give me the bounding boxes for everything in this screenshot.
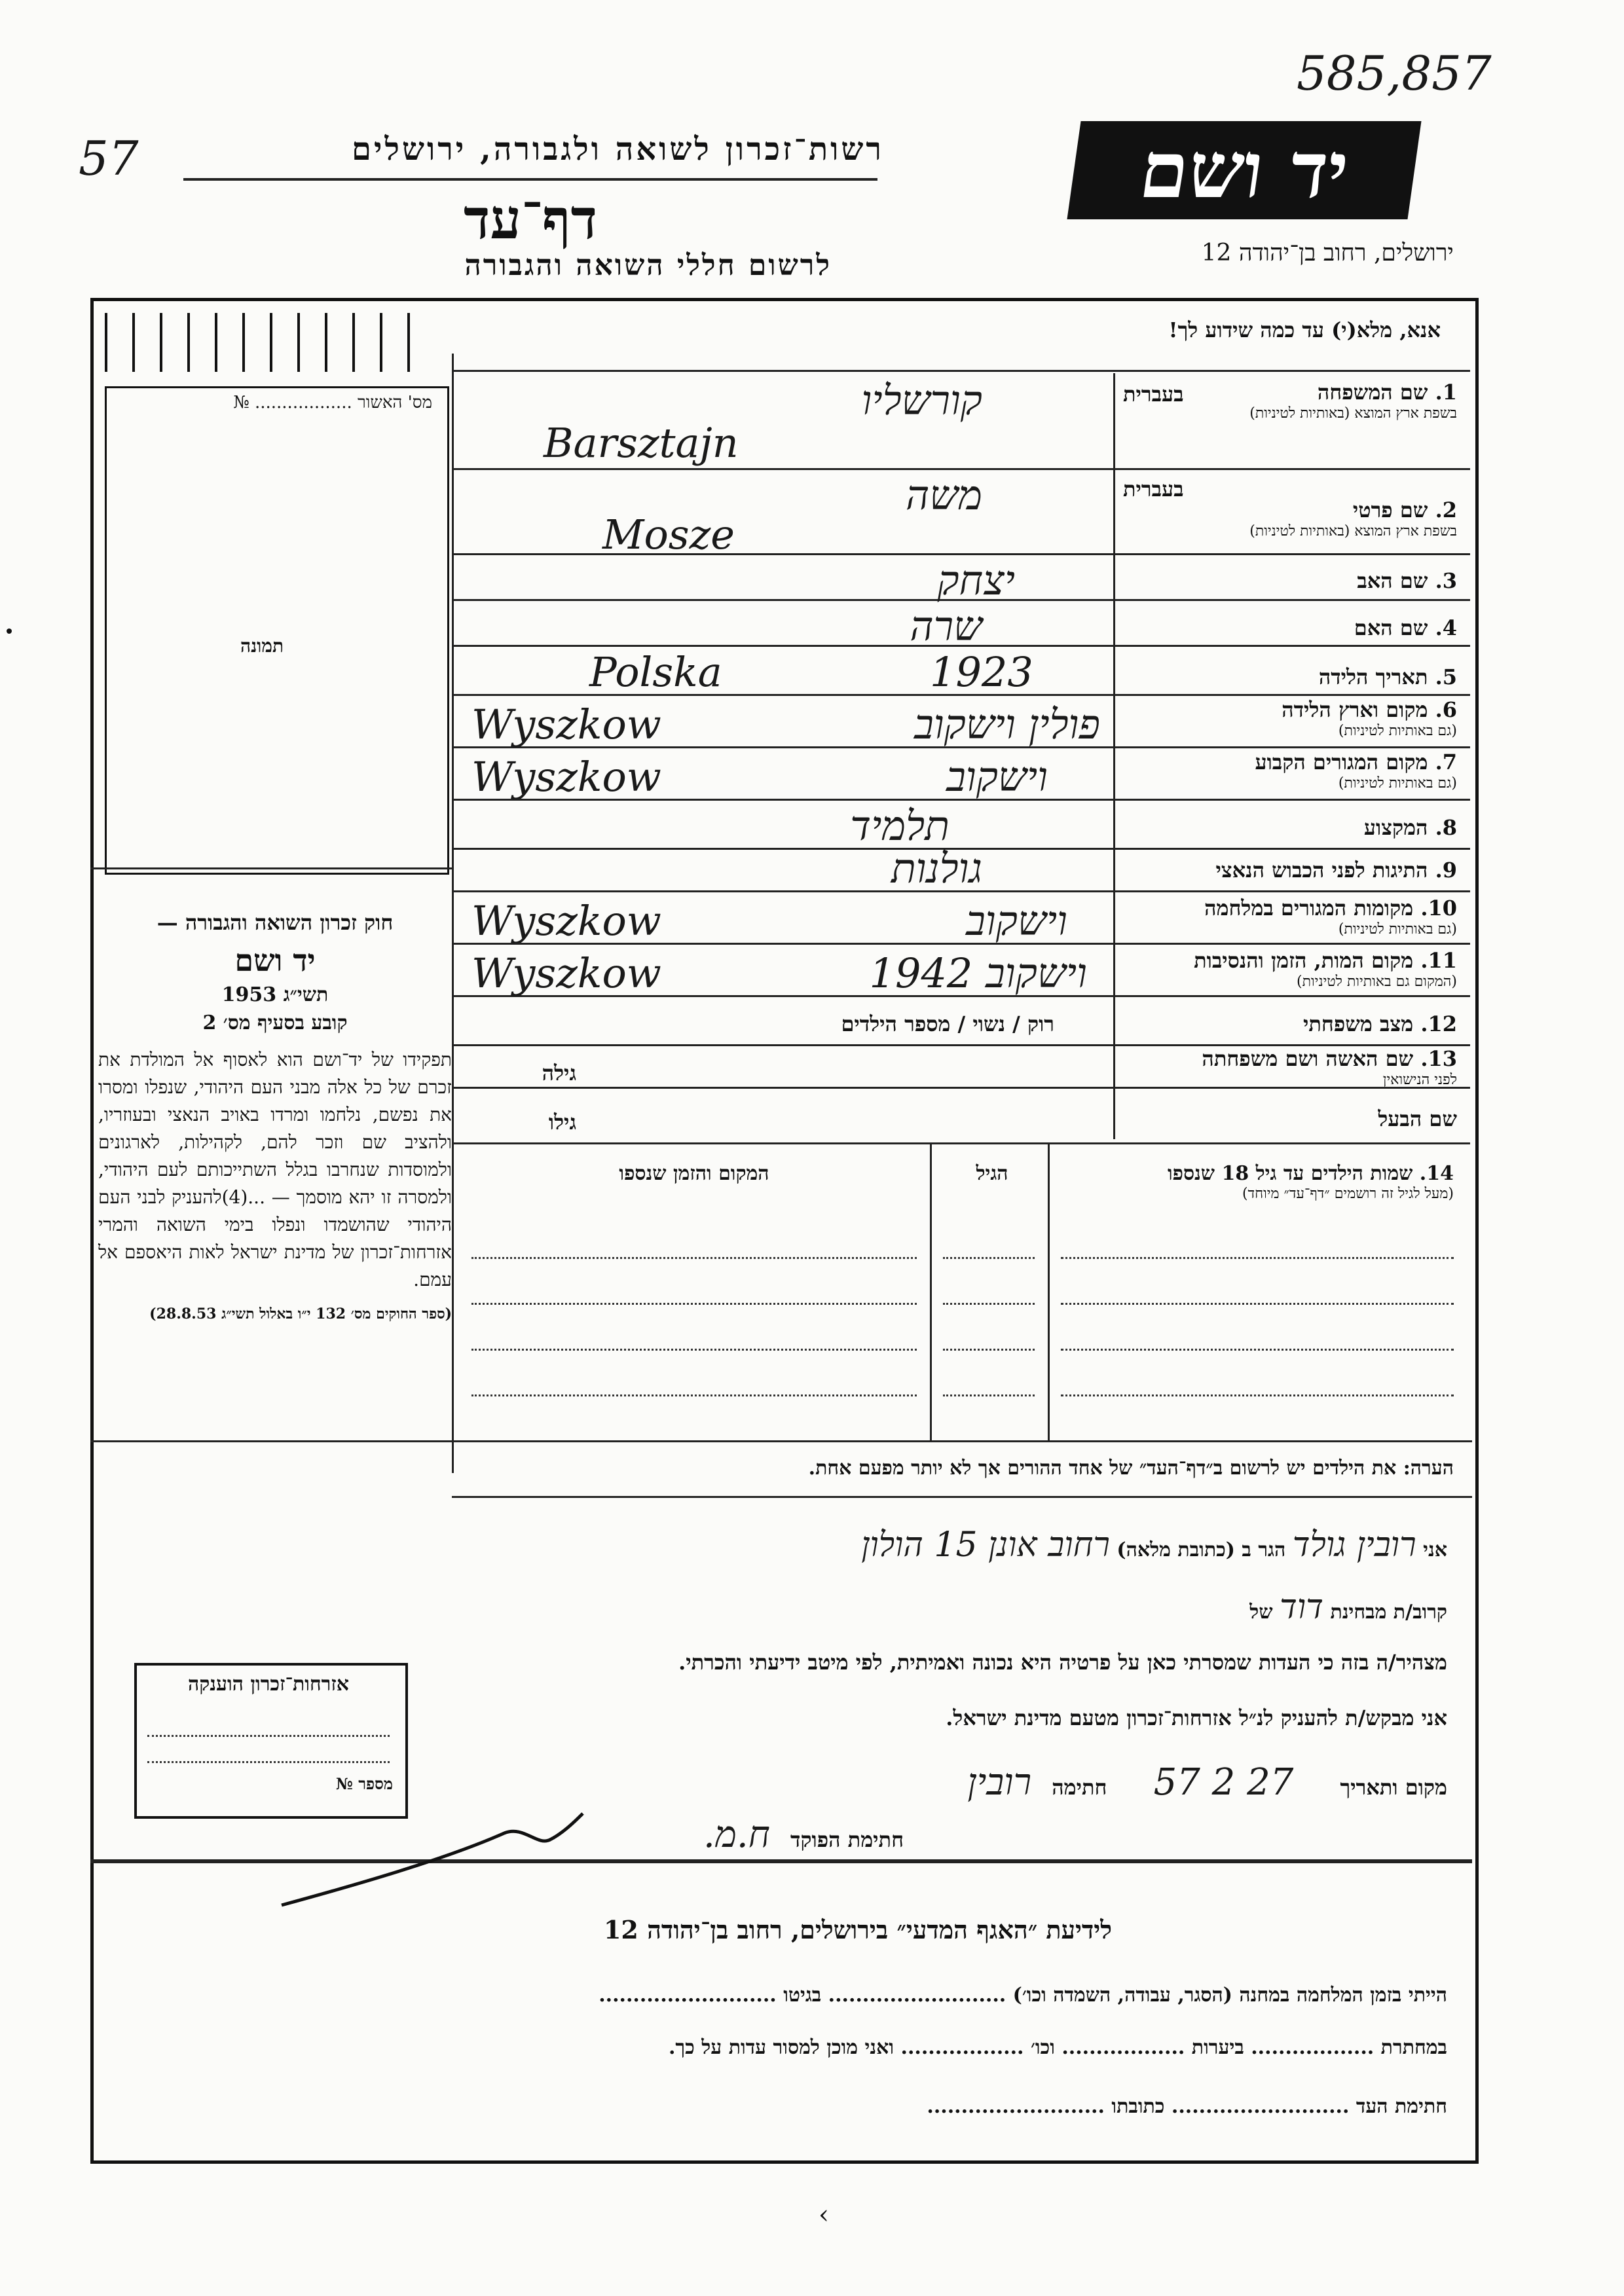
- field-number: 12.: [1420, 1011, 1457, 1036]
- barcode-strip: [105, 313, 439, 372]
- place-date-label: מקום ותאריך: [1340, 1775, 1447, 1800]
- field-sub: (גם באותיות לטיניות): [1338, 921, 1457, 938]
- stamp-title: אזרחות־זכרון הוענקה: [187, 1673, 350, 1696]
- field-sub: לפני הנישואין: [1382, 1072, 1457, 1088]
- children-sub: (מעל לגיל זה רושמים ״דף־עד״ מיוחד): [1242, 1186, 1454, 1202]
- field-label: מקומות המגורים במלחמה: [1204, 896, 1414, 920]
- row-rule: [452, 1142, 1470, 1144]
- date-value: 27 2 57: [1153, 1761, 1294, 1804]
- field-label: תאריך הלידה: [1318, 665, 1428, 689]
- page-subtitle: לרשום חללי השואה והגבורה: [464, 249, 832, 282]
- field-number: 8.: [1435, 815, 1457, 840]
- relation-value: דוד: [1280, 1588, 1323, 1627]
- form-notice: אנא, מלא(י) עד כמה שידוע לך!: [1168, 318, 1441, 342]
- stamp-line: [147, 1761, 390, 1763]
- field-label: שם האב: [1357, 568, 1428, 593]
- hebrew-tag: בעברית: [1123, 477, 1184, 501]
- label-divider: [1113, 373, 1115, 1139]
- field-number: 3.: [1435, 568, 1457, 593]
- relation-line: [655, 1588, 1447, 1627]
- field-label: מקום וארץ הלידה: [1282, 697, 1428, 722]
- field-number: 6.: [1435, 697, 1457, 722]
- law-reference: (ספר החוקים מס׳ 132 י״ו באלול תשי״ג 28.8.53): [149, 1305, 452, 1322]
- field-number: 9.: [1435, 858, 1457, 883]
- field-number: 13.: [1420, 1046, 1457, 1071]
- archive-number: 585,857: [1297, 46, 1492, 101]
- value-residence-he: וישקוב: [946, 753, 1048, 801]
- authority-name: רשות־זכרון לשואה ולגבורה, ירושלים: [351, 131, 884, 168]
- field-residence: [1123, 750, 1457, 792]
- field-number: 11.: [1420, 948, 1457, 973]
- signature-value: רובין: [967, 1761, 1032, 1804]
- field-sub: בשפת ארץ המוצא (באותיות לטיניות): [1249, 405, 1457, 422]
- of-label: של: [1249, 1601, 1273, 1624]
- field-birth-date: [1123, 665, 1457, 689]
- field-wartime-residence: [1123, 896, 1457, 938]
- officer-signature-stroke: [275, 1807, 589, 1918]
- field-sub: בשפת ארץ המוצא (באותיות לטיניות): [1249, 523, 1457, 539]
- table-line: [943, 1349, 1035, 1351]
- value-residence-latin: Wyszkow: [471, 753, 661, 801]
- place-date-line: [760, 1761, 1447, 1804]
- field-number: 4.: [1435, 615, 1457, 640]
- table-line: [943, 1257, 1035, 1259]
- value-wartime-residence-latin: Wyszkow: [471, 897, 661, 945]
- authority-underline: [183, 178, 877, 181]
- witness-address: רחוב אונן 15 הולון: [861, 1525, 1110, 1565]
- scan-mark: ‹: [819, 2200, 829, 2230]
- hebrew-tag: בעברית: [1123, 382, 1184, 407]
- table-line: [471, 1303, 917, 1305]
- field-profession: [1123, 815, 1457, 840]
- children-note: הערה: את הילדים יש לרשום ב״דף־העד״ של אחד ההורים אך לא יותר מפעם אחת.: [808, 1457, 1454, 1480]
- left-rule: [90, 867, 452, 869]
- field-marital-status: [1123, 1011, 1457, 1036]
- age-header: הגיל: [976, 1162, 1008, 1185]
- value-family-name-latin: Barsztajn: [544, 419, 739, 467]
- law-block: [98, 910, 452, 1322]
- field-sub: (גם באותיות לטיניות): [1338, 775, 1457, 792]
- age-divider: [930, 1142, 932, 1440]
- value-family-name-he: קורשליו: [861, 376, 982, 424]
- info-line: הייתי בזמן המלחמה במחנה (הסגר, עבודה, השמדה וכו׳) .......................... בגיטו ..........................: [599, 1984, 1447, 2007]
- officer-label: חתימת הפוקד: [790, 1827, 904, 1852]
- scan-dot: [7, 629, 12, 634]
- declaration-text: מצהיר/ה בזה כי העדות שמסרתי כאן על פרטיה היא נכונה ואמיתית, לפי מיטב ידיעתי והכרתי.: [678, 1650, 1447, 1675]
- children-header: [1048, 1162, 1454, 1202]
- table-line: [471, 1349, 917, 1351]
- yad-vashem-logo: יד ושם: [1067, 121, 1421, 219]
- field-sub: (גם באותיות לטיניות): [1338, 723, 1457, 739]
- field-label: שם הבעל: [1378, 1106, 1457, 1131]
- value-birth-place-he: פולין וישקוב: [913, 701, 1100, 748]
- field-number: 10.: [1420, 896, 1457, 920]
- value-death-place-latin: Wyszkow: [471, 949, 661, 997]
- field-first-name: [1123, 498, 1457, 539]
- field-label: שם המשפחה: [1317, 380, 1428, 405]
- husband-age-label: גילו: [548, 1110, 576, 1135]
- field-sub: (המקום גם באותיות לטיניות): [1297, 974, 1457, 990]
- table-bottom-rule: [90, 1440, 1472, 1442]
- field-number: 1.: [1435, 380, 1457, 405]
- info-line: חתימת העד .......................... כתובתו ..........................: [927, 2095, 1447, 2118]
- address-label: הגר ב (כתובת מלאה): [1116, 1539, 1286, 1561]
- marital-options: רוק / נשוי / מספר הילדים: [841, 1011, 1054, 1036]
- value-father-name: יצחק: [937, 556, 1015, 604]
- certificate-number-label: מס' האשור .................. №: [233, 393, 432, 412]
- value-death-details-he: וישקוב 1942: [869, 949, 1087, 997]
- value-birth-year: 1923: [930, 648, 1033, 696]
- field-father-name: [1123, 568, 1457, 593]
- field-label: מצב משפחתי: [1303, 1011, 1414, 1036]
- field-label: המקצוע: [1363, 815, 1428, 840]
- value-first-name-he: משה: [906, 471, 982, 519]
- value-profession: תלמיד: [850, 802, 950, 850]
- field-label: שם האשה ושם משפחתה: [1202, 1046, 1414, 1071]
- field-number: 2.: [1435, 498, 1457, 522]
- officer-signature: ח.מ.: [703, 1813, 770, 1856]
- signature-label: חתימה: [1052, 1775, 1107, 1800]
- page-number: 57: [79, 131, 139, 186]
- table-line: [1061, 1349, 1454, 1351]
- law-title: חוק זכרון השואה והגבורה —: [157, 910, 394, 935]
- table-line: [471, 1257, 917, 1259]
- wife-age-label: גילה: [542, 1061, 576, 1085]
- table-line: [1061, 1303, 1454, 1305]
- column-divider: [452, 354, 454, 1473]
- value-mother-name: שרה: [910, 602, 982, 650]
- info-line: במחתרת .................. ביערות .................. וכו׳ .................. ואני מוכן למסור עדות על כך.: [668, 2036, 1447, 2059]
- request-text: אני מבקש/ת להעניק לנ״ל אזרחות־זכרון מטעם מדינת ישראל.: [946, 1705, 1447, 1730]
- stamp-line: [147, 1735, 390, 1737]
- witness-line: [275, 1525, 1447, 1565]
- field-label: מקום המגורים הקבוע: [1255, 750, 1428, 774]
- field-label: מקום המות, הזמן והנסיבות: [1194, 948, 1414, 973]
- law-org: יד ושם: [234, 943, 316, 978]
- table-line: [1061, 1394, 1454, 1396]
- table-line: [943, 1394, 1035, 1396]
- info-title: לידיעת ״האגף המדעי״ בירושלים, רחוב בן־יהודה 12: [603, 1915, 1113, 1944]
- field-number: 7.: [1435, 750, 1457, 774]
- table-line: [1061, 1257, 1454, 1259]
- field-label: שם האם: [1354, 615, 1428, 640]
- stamp-number: מספר №: [335, 1774, 393, 1793]
- witness-label: אני: [1423, 1539, 1447, 1561]
- row-rule: [452, 468, 1470, 470]
- children-title: 14. שמות הילדים עד גיל 18 שנספו: [1167, 1162, 1454, 1185]
- law-clause: קובע בסעיף מס׳ 2: [202, 1011, 348, 1034]
- value-first-name-latin: Mosze: [602, 511, 735, 558]
- photo-box: [105, 386, 449, 875]
- logo-address: ירושלים, רחוב בן־יהודה 12: [1201, 240, 1454, 266]
- page-title: דף־עד: [463, 187, 597, 251]
- field-label: שם פרטי: [1352, 498, 1428, 522]
- field-birth-place: [1123, 697, 1457, 739]
- field-mother-name: [1123, 615, 1457, 640]
- row-rule: [452, 370, 1470, 372]
- field-death-details: [1123, 948, 1457, 990]
- field-wife-name: [1123, 1046, 1457, 1088]
- table-line: [943, 1303, 1035, 1305]
- field-prewar-activity: [1123, 858, 1457, 883]
- value-birth-place-latin: Wyszkow: [471, 701, 661, 748]
- law-year: תשי״ג 1953: [221, 983, 329, 1006]
- value-prewar-activity: גולנות: [891, 845, 982, 892]
- field-label: התיגות לפני הכבוש הנאצי: [1215, 858, 1428, 883]
- note-rule: [452, 1496, 1472, 1498]
- value-birth-country: Polska: [589, 648, 722, 696]
- law-text: תפקידו של יד־ושם הוא לאסוף אל המולדת את זכרם של כל אלה מבני העם היהודי, שנפלו ומסרו את נפשם, נלחמו ומרדו באויב הנאצי ובעוזריו, ולהציב שם וזכר להם, לקהילות, לארגונים ולמוסדות שנחרבו בגלל השתייכותם לעם היהודי, ולמסרה זו יהא מוסמך — ...(4)להעניק לבני העם היהודי שהושמדו ונפלו בימי השואה והמרי אזרחות־זכרון של מדינת ישראל לאות היאספם אל עמם.: [98, 1049, 452, 1290]
- witness-name: רובין גולד: [1292, 1525, 1416, 1565]
- table-line: [471, 1394, 917, 1396]
- field-husband-name: [1123, 1106, 1457, 1131]
- place-header: המקום והזמן שנספו: [619, 1162, 769, 1185]
- relation-label: קרוב/ת מבחינת: [1330, 1601, 1447, 1624]
- value-wartime-residence-he: וישקוב: [966, 897, 1067, 945]
- photo-label: תמונה: [240, 635, 284, 657]
- field-number: 5.: [1435, 665, 1457, 689]
